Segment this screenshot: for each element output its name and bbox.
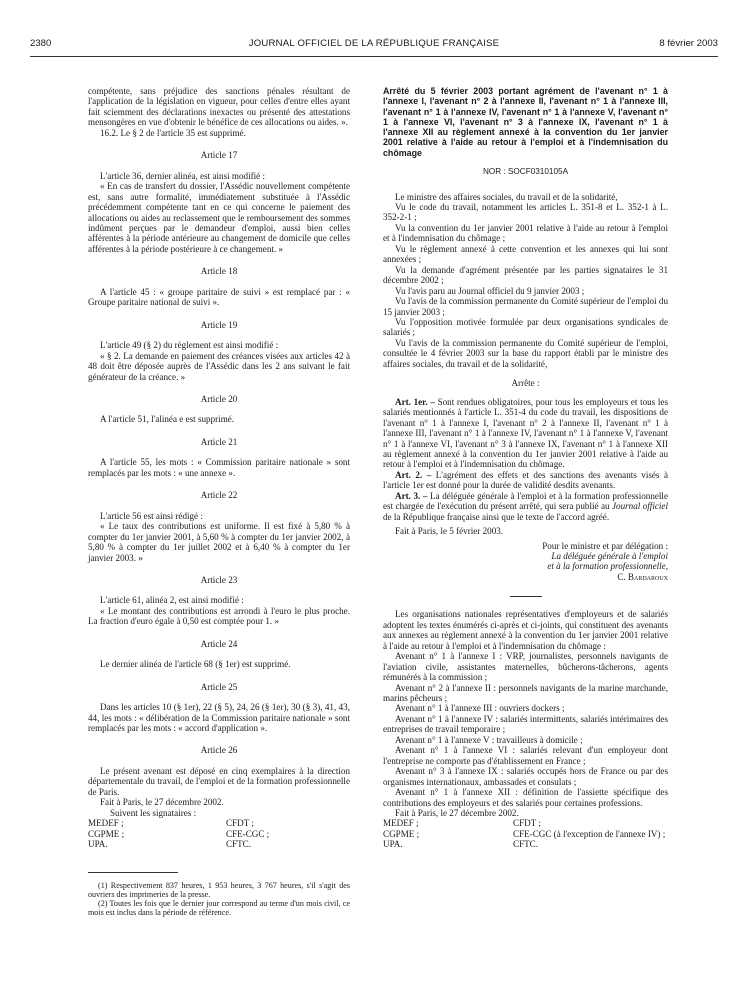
paragraph: L'article 56 est ainsi rédigé : <box>100 510 203 521</box>
signatory: CGPME ; <box>383 828 420 839</box>
list-item: Avenant n° 2 à l'annexe II : personnels navigants de la marine marchande, marins pêcheurs ; <box>383 682 668 704</box>
article-heading: Article 22 <box>200 490 238 501</box>
footnotes <box>88 872 350 918</box>
signatory-row <box>88 829 350 839</box>
paragraph: A l'article 55, les mots : « Commission paritaire nationale » sont remplacés par les mots : « une annexe ». <box>88 457 350 478</box>
issue-date: 8 février 2003 <box>659 38 718 49</box>
article-paragraph <box>383 491 668 522</box>
list-item: Avenant n° 1 à l'annexe IV : salariés intermittents, salariés intérimaires des entreprises de travail temporaire ; <box>383 713 668 735</box>
header-rule <box>30 56 718 57</box>
article-heading: Article 18 <box>200 266 238 277</box>
nor-reference: NOR : SOCF0310105A <box>482 167 569 177</box>
article-paragraph <box>383 397 668 470</box>
footnote: (2) Toutes les fois que le dernier jour correspond au terme d'un mois civil, ce mois est inclus dans la période de référence. <box>88 898 350 918</box>
paragraph: Vu le code du travail, notamment les articles L. 351-8 et L. 352-1 à L. 352-2-1 ; <box>383 201 668 223</box>
paragraph: « Le taux des contributions est uniforme. Il est fixé à 5,80 % à compter du 1er janvier 2001, à 5,60 % à compter du 1er janvier 2002, à 5,80 % à compter du 1er juillet 2002 et à 6,40 % à compter du 1er janvier 2003. » <box>88 521 350 563</box>
list-item: Avenant n° 3 à l'annexe IX : salariés occupés hors de France ou par des organismes internationaux, ambassades et consulats ; <box>383 766 668 787</box>
article-heading: Article 19 <box>200 319 238 330</box>
list-item: Avenant n° 1 à l'annexe VI : salariés relevant d'un employeur dont l'entreprise ne comporte pas d'établissement en France ; <box>383 745 668 766</box>
signatory: UPA. <box>383 839 403 850</box>
article-text: La déléguée générale à l'emploi et à la formation professionnelle est chargée de l'exécution du présent arrêté, qui sera publié au <box>383 490 668 512</box>
signatory: CFDT ; <box>226 818 254 829</box>
paragraph: A l'article 51, l'alinéa e est supprimé. <box>100 414 235 425</box>
article-heading: Article 17 <box>200 150 238 161</box>
signatories <box>383 818 668 849</box>
journal-title: JOURNAL OFFICIEL DE LA RÉPUBLIQUE FRANÇAISE <box>248 38 500 49</box>
signatory: CFTC. <box>226 839 252 850</box>
article-text: Sont rendues obligatoires, pour tous les employeurs et tous les salariés mentionnés à l'article L. 351-4 du code du travail, les dispositions de l'avenant n° 1 à l'annexe I, l'avenant n° 2 à l'annexe II, l'avenant n° 1 à l'annexe III, l'avenant n° 1 à l'annexe IV, l'avenant n° 1 à l'annexe V, l'avenant n° 1 à l'annexe VI, l'avenant n° 3 à l'annexe IX, l'avenant n° 1 à l'annexe XII au règlement annexé à la convention du 1er janvier 2001 relative à l'aide au retour à l'emploi et à l'indemnisation du chômage. <box>383 396 669 470</box>
paragraph: « Le montant des contributions est arrondi à l'euro le plus proche. La fraction d'euro égale à 0,50 est comptée pour 1. » <box>88 605 350 627</box>
signatory: CFDT ; <box>513 818 541 829</box>
paragraph: Vu le règlement annexé à cette convention et les annexes qui lui sont annexées ; <box>383 243 668 265</box>
decree-title: Arrêté du 5 février 2003 portant agrément de l'avenant n° 1 à l'annexe I, l'avenant n° 2 à l'annexe II, l'avenant n° 1 à l'annexe III, l'avenant n° 1 à l'annexe IV, l'avenant n° 1 à l'annexe V, l'avenant n° 1 à l'annexe VI, l'avenant n° 3 à l'annexe IX, l'avenant n° 1 à l'annexe XII au règlement annexé à la convention du 1er janvier 2001 relative à l'aide au retour à l'emploi et à l'indemnisation du chômage <box>383 86 668 158</box>
paragraph: L'article 61, alinéa 2, est ainsi modifié : <box>100 595 244 606</box>
paragraph: compétente, sans préjudice des sanctions pénales résultant de l'application de la législation en vigueur, pour celles d'entre elles ayant fait sciemment des déclarations inexactes ou présenté des attestations mensongères en vue d'obtenir le bénéfice de ces allocations ou aides. ». <box>88 86 350 128</box>
journal-reference: Journal officiel <box>612 501 668 512</box>
paragraph: Vu l'avis paru au Journal officiel du 9 janvier 2003 ; <box>395 285 585 296</box>
paragraph: L'article 49 (§ 2) du règlement est ainsi modifié : <box>100 340 279 351</box>
signature-line: La déléguée générale à l'emploi <box>551 551 668 562</box>
signatory: CFE-CGC ; <box>226 828 270 839</box>
paragraph: L'article 36, dernier alinéa, est ainsi modifié : <box>100 170 266 181</box>
article-paragraph <box>383 470 668 491</box>
article-text: L'agrément des effets et des sanctions des avenants visés à l'article 1er est donné pour la durée de validité desdits avenants. <box>383 469 668 491</box>
paragraph: Fait à Paris, le 5 février 2003. <box>395 526 504 537</box>
signatory-row <box>88 818 350 828</box>
right-column <box>383 86 668 850</box>
signature-line: Pour le ministre et par délégation : <box>542 540 668 551</box>
article-heading: Article 20 <box>200 393 238 404</box>
list-item: Avenant n° 1 à l'annexe XII : définition de l'assiette spécifique des contributions des employeurs et des salariés pour certaines professions. <box>383 787 668 808</box>
paragraph: Vu la demande d'agrément présentée par les parties signataires le 31 décembre 2002 ; <box>383 264 668 286</box>
left-column <box>88 86 350 917</box>
article-lead: Art. 1er. – <box>395 396 435 407</box>
signatory: CFE-CGC (à l'exception de l'annexe IV) ; <box>513 828 666 839</box>
list-item: Avenant n° 1 à l'annexe V : travailleurs à domicile ; <box>395 734 583 745</box>
article-heading: Article 25 <box>200 681 238 692</box>
signatory: CGPME ; <box>88 828 125 839</box>
article-lead: Art. 2. – <box>395 469 432 480</box>
paragraph: « En cas de transfert du dossier, l'Assédic nouvellement compétente est, sans autre formalité, immédiatement substituée à l'Assédic précédemment compétente tant en ce qui concerne le paiement des allocations ou aides au reclassement que le remboursement des sommes indûment perçues par le demandeur d'emploi, aussi bien celles afférentes à la période antérieure au changement de domicile que celles afférentes à la période postérieure à ce changement. » <box>88 181 350 254</box>
paragraph: Le ministre des affaires sociales, du travail et de la solidarité, <box>395 191 618 202</box>
footnote: (1) Respectivement 837 heures, 1 953 heures, 3 767 heures, s'il s'agit des ouvriers des imprimeries de la presse. <box>88 880 350 899</box>
article-heading: Article 26 <box>200 745 238 756</box>
signatory: UPA. <box>88 839 108 850</box>
signatory-name: C. Bardaroux <box>617 571 668 582</box>
page-number: 2380 <box>30 38 52 49</box>
paragraph: Le dernier alinéa de l'article 68 (§ 1er) est supprimé. <box>100 659 291 670</box>
paragraph: Vu l'opposition motivée formulée par deux organisations syndicales de salariés ; <box>383 316 668 338</box>
signature-line: et à la formation professionnelle, <box>547 561 668 572</box>
signature-block <box>383 541 668 583</box>
signatory: MEDEF ; <box>88 818 124 829</box>
signatory: CFTC. <box>513 839 539 850</box>
paragraph: Suivent les signataires : <box>110 807 197 818</box>
paragraph: Les organisations nationales représentatives d'employeurs et de salariés adoptent les textes énumérés ci-après et ci-joints, qui constituent des avenants aux annexes au règlement annexé à la convention du 1er janvier 2001 relative à l'aide au retour à l'emploi et à l'indemnisation du chômage : <box>383 609 668 651</box>
paragraph: Vu l'avis de la commission permanente du Comité supérieur de l'emploi, consultée le 4 février 2003 sur la base du rapport établi par le ministre des affaires sociales, du travail et de la solidarité, <box>383 337 668 369</box>
paragraph: « § 2. La demande en paiement des créances visées aux articles 42 à 48 doit être déposée auprès de l'Assédic dans les 2 ans suivant le fait générateur de la créance. » <box>88 350 350 382</box>
paragraph: Vu l'avis de la commission permanente du Comité supérieur de l'emploi du 15 janvier 2003 ; <box>383 296 668 317</box>
article-heading: Article 24 <box>200 638 238 649</box>
separator-rule <box>510 596 542 597</box>
paragraph: Fait à Paris, le 27 décembre 2002. <box>100 797 224 808</box>
article-heading: Article 21 <box>200 436 238 447</box>
article-lead: Art. 3. – <box>395 490 428 501</box>
page-header <box>30 38 718 54</box>
article-heading: Article 23 <box>200 574 238 585</box>
signatory-row <box>88 839 350 849</box>
paragraph: Le présent avenant est déposé en cinq exemplaires à la direction départementale du travail, de l'emploi et de la formation professionnelle de Paris. <box>88 765 350 797</box>
list-item: Avenant n° 1 à l'annexe III : ouvriers dockers ; <box>395 703 565 714</box>
signatory: MEDEF ; <box>383 818 419 829</box>
paragraph: Vu la convention du 1er janvier 2001 relative à l'aide au retour à l'emploi et à l'indemnisation du chômage ; <box>383 222 668 244</box>
paragraph: 16.2. Le § 2 de l'article 35 est supprimé. <box>100 127 246 138</box>
paragraph: A l'article 45 : « groupe paritaire de suivi » est remplacé par : « Groupe paritaire national de suivi ». <box>88 286 350 308</box>
arrete-heading: Arrête : <box>511 378 540 389</box>
footnote-rule <box>88 872 178 873</box>
paragraph: Dans les articles 10 (§ 1er), 22 (§ 5), 24, 26 (§ 1er), 30 (§ 3), 41, 43, 44, les mots : « délibération de la Commission paritaire nationale » sont remplacés par les mots : « accord d'application ». <box>88 702 350 734</box>
article-text: de la République française ainsi que le texte de l'accord agréé. <box>383 511 610 522</box>
list-item: Avenant n° 1 à l'annexe I : VRP, journalistes, personnels navigants de l'aviation civile, assistantes maternelles, bûcherons-tâcherons, agents rémunérés à la commission ; <box>383 651 668 683</box>
paragraph: Fait à Paris, le 27 décembre 2002. <box>395 808 519 818</box>
